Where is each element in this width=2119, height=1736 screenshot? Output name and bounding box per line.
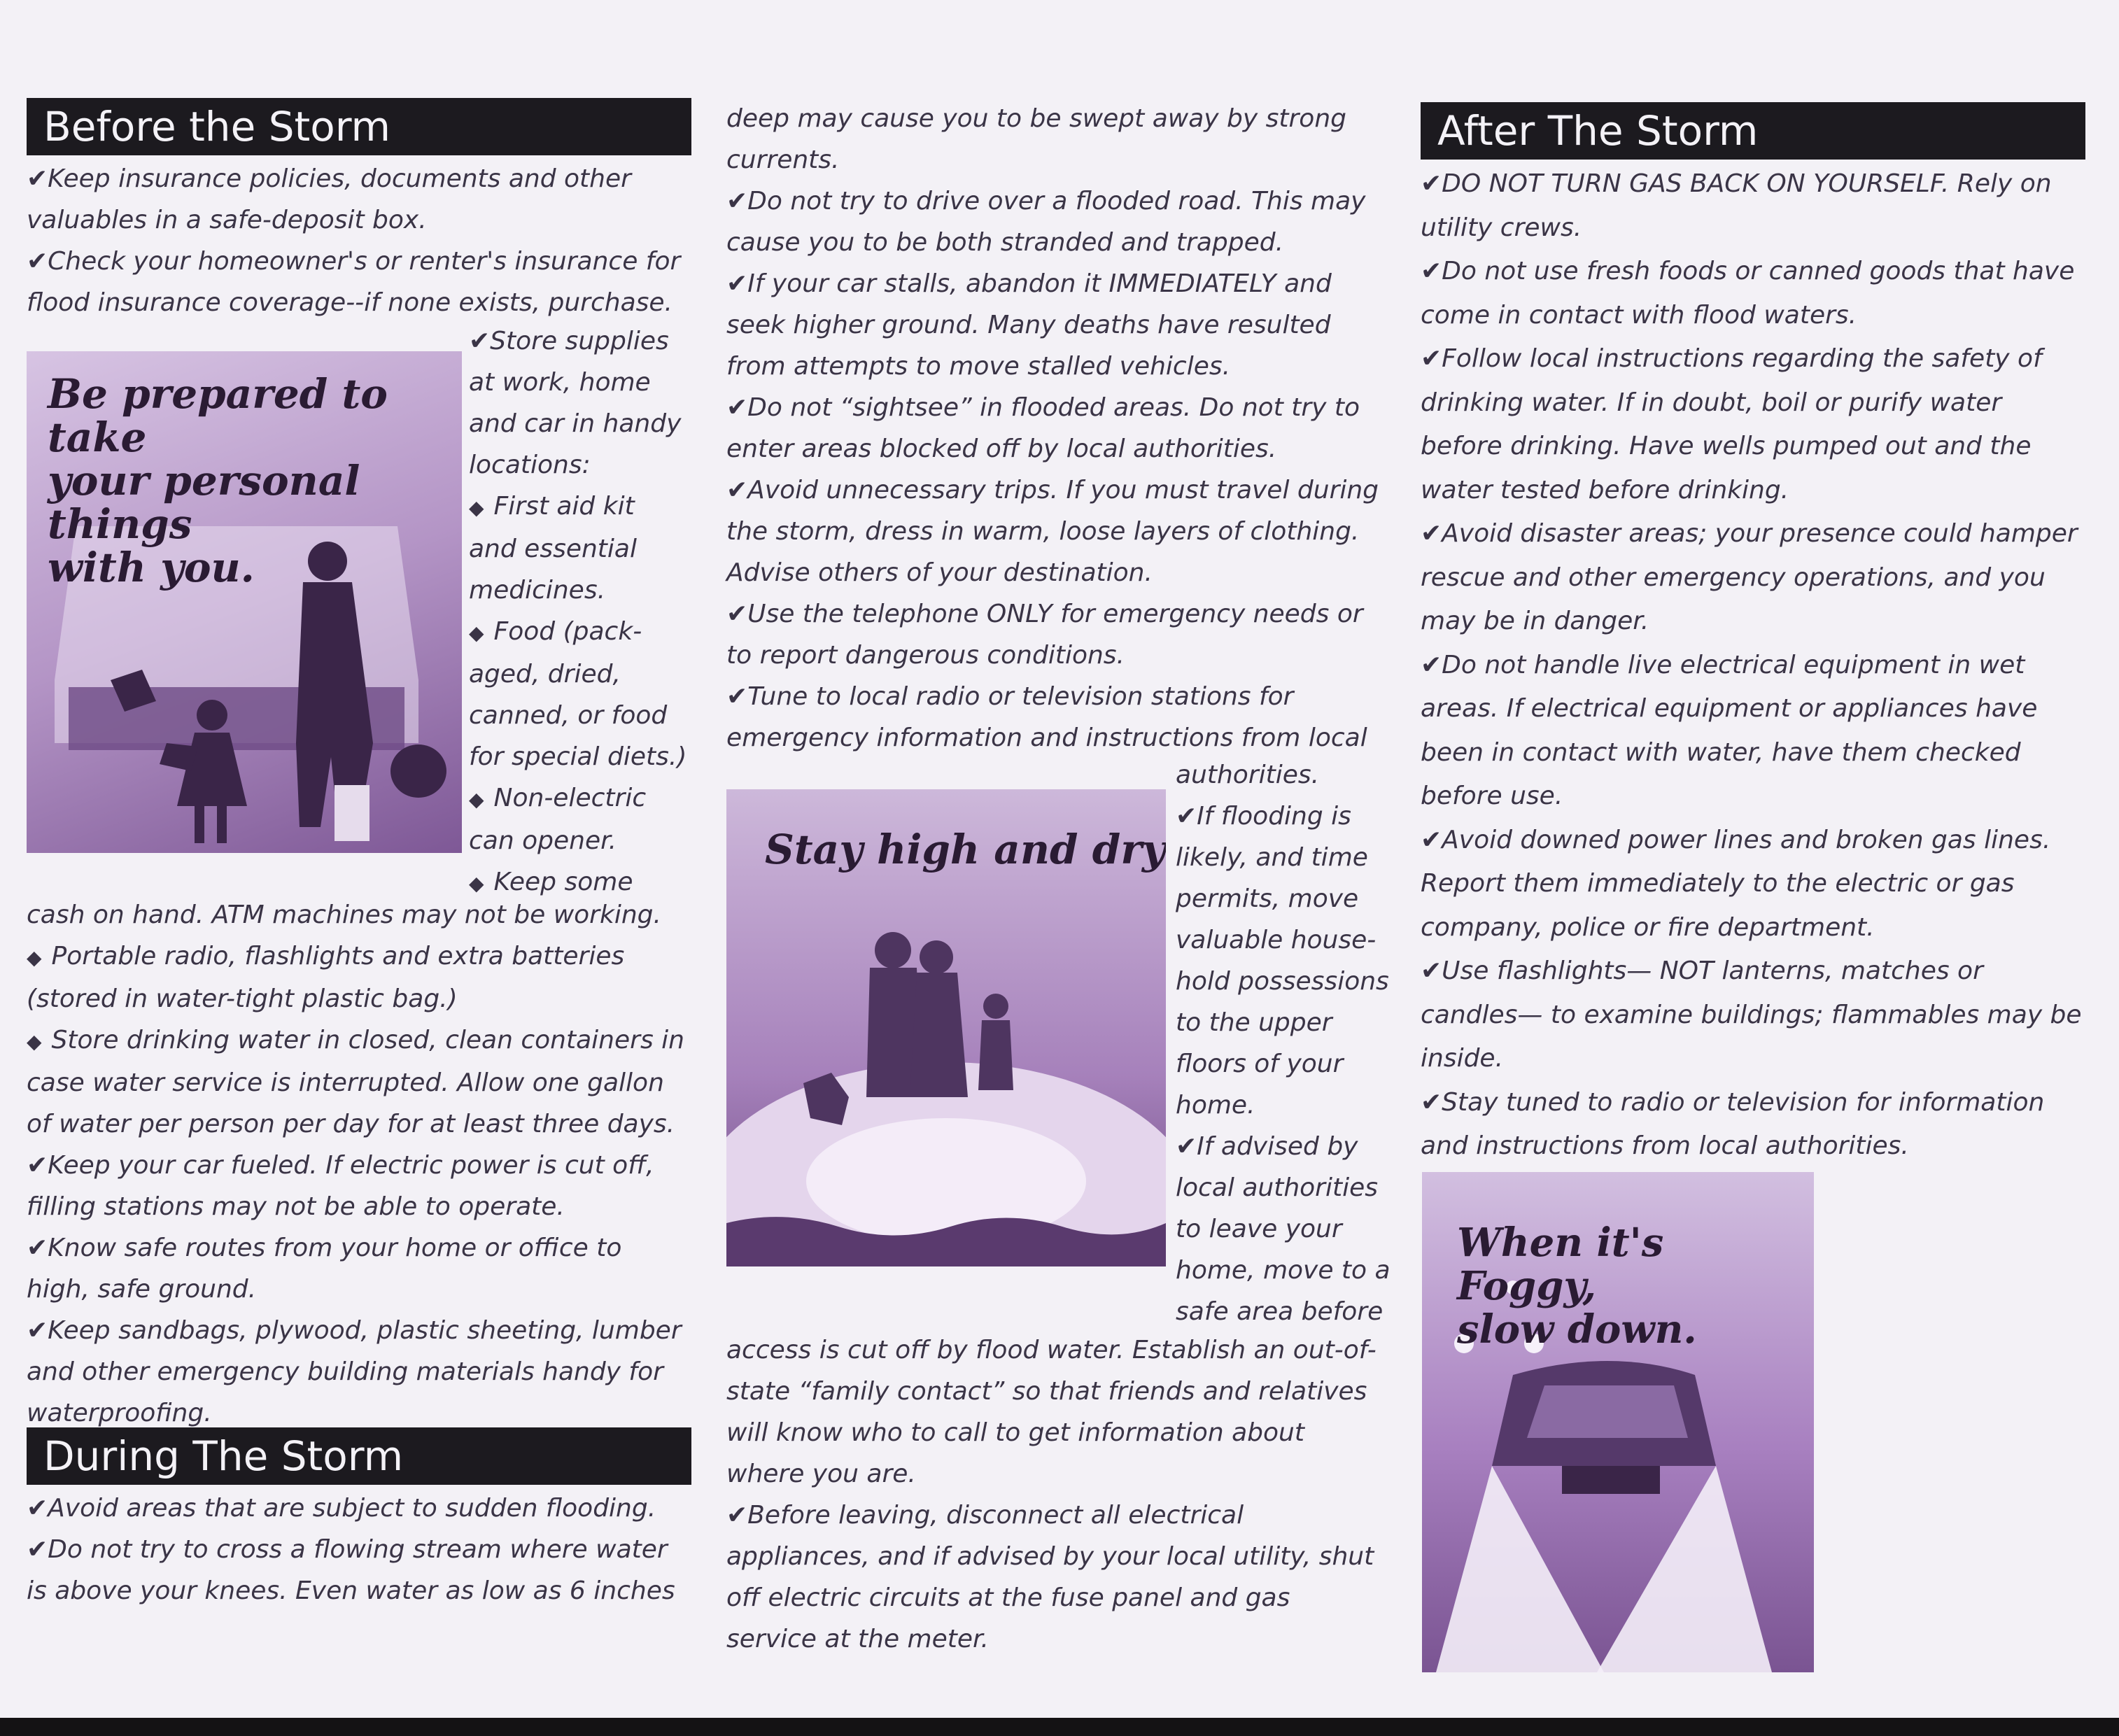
checkmark-icon: ✔ bbox=[726, 1501, 748, 1530]
image-caption: When it's Foggy, slow down. bbox=[1457, 1220, 1697, 1353]
checkmark-icon: ✔ bbox=[27, 1234, 48, 1262]
column-during: deep may cause you to be swept away by strong currents. ✔Do not try to drive over a flooded road. This may cause you to be both stranded and trapped. ✔If your car stalls, abandon it IMMEDIATELY and seek higher ground. Many deaths have resulted from attempts to move stalled vehicles. ✔Do not “sightsee” in flooded areas. Do not try to enter areas blocked off by local authorities. ✔Avoid unnecessary trips. If you must travel during the storm, dress in warm, loose layers of clothing. Advise others of your destination. ✔Use the telephone ONLY for emergency needs or to report dangerous conditions. ✔Tune to local radio or television stations for emergency information and instructions from local bbox=[726, 98, 1388, 758]
list-item: ✔Use flashlights— NOT lanterns, matches or candles— to examine buildings; flammables may be inside. bbox=[1421, 957, 2082, 1073]
column-during-start bbox=[27, 1427, 691, 1611]
checkmark-icon: ✔ bbox=[726, 187, 748, 216]
heading-after-the-storm: After The Storm bbox=[1421, 102, 2085, 160]
diamond-bullet-icon: ◆ bbox=[27, 946, 42, 969]
list-item: ◆ Food (pack- bbox=[469, 617, 642, 646]
bottom-border bbox=[0, 1718, 2119, 1736]
list-item: ✔Stay tuned to radio or television for information and instructions from local authorities. bbox=[1421, 1087, 2045, 1160]
list-item: ✔If your car stalls, abandon it IMMEDIATELY and seek higher ground. Many deaths have resulted from attempts to move stalled vehicles. bbox=[726, 269, 1332, 381]
checkmark-icon: ✔ bbox=[726, 476, 748, 504]
list-item: ◆ Store drinking water in closed, clean containers in case water service is interrupted. Allow one gallon of water per person per day for at least three days. bbox=[27, 1026, 684, 1138]
diamond-bullet-icon: ◆ bbox=[27, 1030, 42, 1053]
list-item: ✔Do not “sightsee” in flooded areas. Do not try to enter areas blocked off by local authorities. bbox=[726, 393, 1360, 463]
checkmark-icon: ✔ bbox=[1421, 519, 1442, 548]
list-item: ✔Store supplies bbox=[469, 327, 669, 355]
list-item: ◆ Non-electric bbox=[469, 784, 647, 812]
list-item: ✔Avoid unnecessary trips. If you must travel during the storm, dress in warm, loose layers of clothing. Advise others of your destination. bbox=[726, 476, 1379, 587]
checkmark-icon: ✔ bbox=[726, 269, 748, 298]
list-item: ✔Keep insurance policies, documents and other valuables in a safe-deposit box. bbox=[27, 164, 631, 234]
checkmark-icon: ✔ bbox=[1421, 1087, 1442, 1117]
image-caption: Be prepared to take your personal things with you. bbox=[48, 370, 388, 591]
checkmark-icon: ✔ bbox=[27, 1316, 48, 1345]
heading-before-the-storm: Before the Storm bbox=[27, 98, 691, 155]
list-item: ✔Know safe routes from your home or office to high, safe ground. bbox=[27, 1234, 622, 1304]
list-item: ◆ First aid kit bbox=[469, 492, 635, 521]
illustration-family-car bbox=[27, 351, 462, 853]
checkmark-icon: ✔ bbox=[726, 682, 748, 711]
diamond-bullet-icon: ◆ bbox=[469, 496, 484, 519]
checkmark-icon: ✔ bbox=[469, 327, 491, 355]
checkmark-icon: ✔ bbox=[1421, 257, 1442, 285]
checkmark-icon: ✔ bbox=[726, 393, 748, 422]
list-item: ◆ Keep some bbox=[469, 868, 633, 896]
illustration-family-hill bbox=[726, 789, 1166, 1266]
diamond-bullet-icon: ◆ bbox=[469, 788, 484, 811]
checkmark-icon: ✔ bbox=[27, 247, 48, 276]
checkmark-icon: ✔ bbox=[1421, 650, 1442, 679]
illustration-foggy-car bbox=[1422, 1172, 1814, 1672]
during-lower-text: access is cut off by flood water. Establish an out-of- state “family contact” so that friends and relatives will know who to call to get information about where you are. ✔Before leaving, disconnect all electrical appliances, and if advised by your local utility, shut off electric circuits at the fuse panel and gas service at the meter. bbox=[726, 1329, 1388, 1660]
column-before bbox=[27, 98, 691, 323]
checkmark-icon: ✔ bbox=[1421, 344, 1442, 373]
list-item: ✔Do not try to drive over a flooded road. This may cause you to be both stranded and trapped. bbox=[726, 187, 1366, 257]
list-item: ✔Do not use fresh foods or canned goods that have come in contact with flood waters. bbox=[1421, 257, 2075, 330]
during-side-text: authorities. ✔If flooding is likely, and time permits, move valuable house- hold possessions to the upper floors of your home. ✔If advised by local authorities to leave your home, move to a safe area before bbox=[1176, 761, 1391, 1326]
list-item: ✔Do not handle live electrical equipment in wet areas. If electrical equipment or appliances have been in contact with water, have them checked before use. bbox=[1421, 650, 2038, 810]
list-item: ✔Avoid areas that are subject to sudden flooding. bbox=[27, 1494, 656, 1523]
list-item: ✔Keep your car fueled. If electric power is cut off, filling stations may not be able to operate. bbox=[27, 1151, 654, 1221]
checkmark-icon: ✔ bbox=[27, 164, 48, 193]
column-after bbox=[1421, 102, 2085, 1169]
list-item: ✔Use the telephone ONLY for emergency needs or to report dangerous conditions. bbox=[726, 600, 1363, 670]
checkmark-icon: ✔ bbox=[1421, 825, 1442, 854]
checkmark-icon: ✔ bbox=[27, 1151, 48, 1180]
diamond-bullet-icon: ◆ bbox=[469, 621, 484, 644]
list-item: ◆ Portable radio, flashlights and extra batteries (stored in water-tight plastic bag.) bbox=[27, 942, 625, 1013]
heading-during-the-storm: During The Storm bbox=[27, 1427, 691, 1485]
checkmark-icon: ✔ bbox=[726, 600, 748, 628]
checkmark-icon: ✔ bbox=[27, 1494, 48, 1523]
list-item: ✔Before leaving, disconnect all electrical appliances, and if advised by your local utility, shut off electric circuits at the fuse panel and gas service at the meter. bbox=[726, 1501, 1374, 1653]
checkmark-icon: ✔ bbox=[1421, 957, 1442, 985]
before-side-text: ✔Store supplies at work, home and car in handy locations: ◆ First aid kit and essential medicines. ◆ Food (pack- aged, dried, canned, or food for special diets.) ◆ Non-electric can opener. ◆ Keep some bbox=[469, 320, 693, 904]
list-item: ✔Follow local instructions regarding the safety of drinking water. If in doubt, boil or purify water before drinking. Have wells pumped out and the water tested before drinking. bbox=[1421, 344, 2042, 504]
list-item: ✔DO NOT TURN GAS BACK ON YOURSELF. Rely on utility crews. bbox=[1421, 169, 2052, 242]
checkmark-icon: ✔ bbox=[1421, 169, 1442, 198]
list-item: ✔Do not try to cross a flowing stream where water is above your knees. Even water as low as 6 inches bbox=[27, 1535, 675, 1605]
checkmark-icon: ✔ bbox=[27, 1535, 48, 1564]
image-caption: Stay high and dry bbox=[765, 826, 1166, 873]
before-lower-text: cash on hand. ATM machines may not be working. ◆ Portable radio, flashlights and extra batteries (stored in water-tight plastic bag.) ◆ Store drinking water in closed, clean containers in case water service is interrupted. Allow one gallon of water per person per day for at least three days. ✔Keep your car fueled. If electric power is cut off, filling stations may not be able to operate. ✔Know safe routes from your home or office to high, safe ground. ✔Keep sandbags, plywood, plastic sheeting, lumber and other emergency building materials handy for waterproofing. bbox=[27, 894, 691, 1434]
list-item: ✔Check your homeowner's or renter's insurance for flood insurance coverage--if none exists, purchase. bbox=[27, 247, 681, 317]
list-item: ✔Keep sandbags, plywood, plastic sheeting, lumber and other emergency building materials handy for waterproofing. bbox=[27, 1316, 682, 1427]
list-item: ✔Tune to local radio or television stations for emergency information and instructions from local bbox=[726, 682, 1367, 752]
diamond-bullet-icon: ◆ bbox=[469, 872, 484, 895]
list-item: ✔Avoid downed power lines and broken gas lines. Report them immediately to the electric or gas company, police or fire department. bbox=[1421, 825, 2051, 942]
list-item: ✔Avoid disaster areas; your presence could hamper rescue and other emergency operations, and you may be in danger. bbox=[1421, 519, 2078, 635]
